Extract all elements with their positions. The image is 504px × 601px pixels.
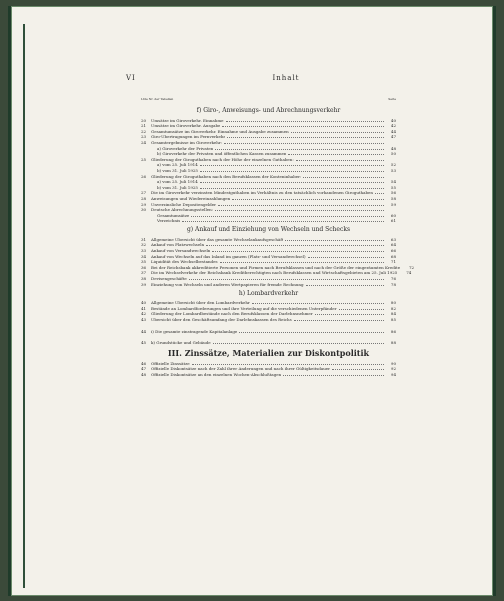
toc-section	[141, 349, 396, 377]
toc-entry	[141, 340, 396, 346]
entry-title: Umsätze im Giroverkehr. Ausgabe	[151, 124, 221, 129]
dot-leader	[294, 320, 384, 321]
dot-leader	[308, 257, 384, 258]
entry-page: 94	[390, 371, 396, 377]
entry-title: b) vom 31. Juli 1925	[157, 168, 198, 173]
entry-number: 36	[141, 264, 147, 270]
entry-title: Liquidität des Wechselbestandes	[151, 260, 218, 265]
toc-section	[141, 226, 415, 287]
entry-page: 55	[390, 184, 396, 190]
entry-title: Offizielle Diskontsätze nach der Zahl ihrer Änderungen und nach ihrer Gültigkeitsdauer	[151, 367, 331, 372]
entry-title: Gesamtergebnisse im Giroverkehr:	[151, 140, 223, 145]
entry-title: Ankauf von Wechseln auf das Inland im ganzen (Platz- und Versandwechsel)	[151, 254, 306, 259]
entry-title: Unverzinsliche Depositengelder	[151, 202, 216, 207]
dot-leader	[200, 165, 384, 166]
dot-leader	[218, 205, 384, 206]
entry-title: a) Giroverkehr der Privaten	[157, 146, 214, 151]
entry-page: 44	[390, 128, 396, 134]
column-header-page: Seite	[388, 97, 396, 101]
entry-number: 21	[141, 123, 147, 129]
entry-title: Umsätze im Giroverkehr. Einnahme	[151, 118, 224, 123]
entry-page: 74	[406, 270, 412, 276]
entry-number: 28	[141, 195, 147, 201]
dot-leader	[283, 375, 384, 376]
entry-number: 43	[141, 317, 147, 322]
entry-title: Verzeichnis	[157, 219, 181, 224]
entry-page: 47	[390, 134, 396, 140]
entry-title: Gesamtumsätze im Giroverkehr. Einnahme und Ausgabe zusammen	[151, 129, 289, 134]
dot-leader	[252, 303, 384, 304]
toc-section	[141, 291, 396, 322]
entry-number: 40	[141, 300, 147, 306]
dot-leader	[222, 126, 384, 127]
entry-number: 27	[141, 190, 147, 196]
dot-leader	[227, 137, 384, 138]
dot-leader	[220, 262, 384, 263]
entry-number: 38	[141, 276, 147, 282]
dot-leader	[200, 182, 384, 183]
entry-page: 66	[390, 248, 396, 254]
column-headers	[141, 98, 396, 104]
toc-section	[141, 322, 396, 334]
entry-title: Giro-Übertragungen im Fernverkehr	[151, 135, 226, 140]
toc-section	[141, 334, 396, 346]
section-heading: h) Lombardverkehr	[238, 289, 299, 297]
entry-title: Gesamtumsätze	[157, 213, 190, 218]
dot-leader	[226, 121, 385, 122]
dot-leader	[315, 314, 384, 315]
toc-entry	[141, 270, 412, 276]
entry-number: 30	[141, 207, 147, 213]
entry-number: 37	[141, 270, 147, 276]
entry-page: 64	[390, 242, 396, 248]
binding-rule	[23, 24, 25, 588]
toc-entry	[141, 281, 396, 287]
section-heading: g) Ankauf und Einziehung von Wechseln und Schecks	[186, 226, 351, 234]
dot-leader	[303, 177, 384, 178]
toc-entry	[141, 218, 396, 224]
dot-leader	[192, 364, 384, 365]
entry-title: Allgemeine Übersicht über den Lombardverkehr	[151, 301, 250, 306]
entry-page: 40	[390, 117, 396, 123]
entry-number: 42	[141, 311, 147, 317]
entry-number: 39	[141, 281, 147, 287]
entry-page: 90	[390, 360, 396, 366]
entry-title: Deutsche Abrechnungsstellen:	[151, 208, 214, 213]
entry-title: Übersicht über den Geschäftsumfang der Darlehnskassen des Reichs	[151, 318, 292, 322]
dot-leader	[288, 154, 384, 155]
entry-page: 48	[390, 145, 396, 151]
entry-page: 88	[390, 340, 396, 346]
entry-page: 53	[390, 167, 396, 173]
entry-number: 25	[141, 156, 147, 162]
entry-number: 47	[141, 366, 147, 372]
entry-page: 85	[390, 317, 396, 322]
dot-leader	[296, 160, 384, 161]
entry-title: Devisengeschäfte	[151, 277, 187, 282]
entry-title: k) Grundstücke und Gebäude	[151, 341, 211, 346]
entry-page: 61	[390, 218, 396, 224]
entry-page: 76	[390, 276, 396, 282]
dot-leader	[200, 188, 384, 189]
entry-title: a) vom 25. Juli 1914	[157, 180, 198, 185]
toc-entry	[141, 371, 396, 377]
dot-leader	[215, 210, 384, 211]
dot-leader	[200, 171, 384, 172]
dot-leader	[375, 193, 384, 194]
entry-title: b) vom 31. Juli 1925	[157, 185, 198, 190]
entry-number: 26	[141, 173, 147, 179]
entry-title: Einziehung von Wechseln und anderen Wertpapieren für fremde Rechnung	[151, 282, 304, 287]
entry-number: 46	[141, 360, 147, 366]
toc-entry	[141, 264, 415, 270]
dot-leader	[332, 369, 384, 370]
dot-leader	[206, 245, 384, 246]
toc-section	[141, 108, 396, 223]
entry-title: Ankauf von Versandwechseln	[151, 249, 211, 254]
entry-title: Offizielle Diskontsätze an den einzelnen Wochen-Abschlußtagen	[151, 372, 282, 377]
entry-title: Gliederung der Lombardbestände nach den Berufsklassen der Darlehnsnehmer	[151, 312, 313, 317]
entry-page: 82	[390, 305, 396, 311]
entry-page: 50	[390, 151, 396, 157]
entry-title: Anweisungen und Wiedereinzahlungen	[151, 196, 231, 201]
entry-title: a) vom 25. Juli 1914	[157, 163, 198, 168]
entry-page: 63	[390, 236, 396, 242]
entry-number: 22	[141, 128, 147, 134]
dot-leader	[285, 240, 384, 241]
entry-title: i) Die gesamte zinstragende Kapitalanlage	[151, 329, 238, 334]
toc-entry	[141, 190, 396, 196]
entry-number: 23	[141, 134, 147, 140]
entry-number: 20	[141, 117, 147, 123]
document-page	[8, 6, 496, 596]
dot-leader	[224, 143, 384, 144]
entry-page: 52	[390, 162, 396, 168]
entry-number: 45	[141, 340, 147, 346]
section-heading: f) Giro-, Anweisungs- und Abrechnungsverkehr	[196, 107, 341, 114]
entry-page: 86	[390, 328, 396, 334]
entry-number: 29	[141, 201, 147, 207]
section-heading: III. Zinssätze, Materialien zur Diskontpolitik	[167, 348, 370, 359]
dot-leader	[213, 343, 384, 344]
dot-leader	[239, 332, 384, 333]
entry-page: 71	[390, 259, 396, 265]
page-number: VI	[126, 74, 136, 82]
entry-title: Die im Wechselverkehr der Reichsbank Kreditberechtigten nach Berufsklassen und Wirtschaftsgebieten am 25. Juli 1925	[151, 271, 398, 276]
entry-page: 78	[390, 281, 396, 287]
entry-page: 68	[390, 253, 396, 259]
page-title: Inhalt	[272, 74, 300, 82]
dot-leader	[339, 309, 384, 310]
entry-number: 32	[141, 242, 147, 248]
entry-number: 35	[141, 259, 147, 265]
entry-page: 56	[390, 190, 396, 196]
entry-title: Bei der Reichsbank akkreditierte Personen und Firmen nach Berufsklassen und nach der Größe der eingeräumten Kredite	[151, 265, 401, 270]
dot-leader	[291, 132, 384, 133]
dot-leader	[212, 251, 384, 252]
entry-number: 31	[141, 236, 147, 242]
column-header-number: Lfde Nr. der Tabellen	[141, 97, 174, 101]
entry-title: Offizielle Zinssätze	[151, 361, 190, 366]
entry-number: 24	[141, 139, 147, 145]
entry-title: Gliederung der Giroguthaben nach der Höhe der einzelnen Guthaben:	[151, 157, 294, 162]
entry-title: Gliederung der Giroguthaben nach den Berufsklassen der Konteninhaber:	[151, 174, 302, 179]
entry-title: b) Giroverkehr der Privaten und öffentlichen Kassen zusammen	[157, 152, 287, 157]
entry-title: Allgemeine Übersicht über das gesamte Wechselankaufsgeschäft	[151, 237, 284, 242]
entry-page: 60	[390, 212, 396, 218]
entry-page: 58	[390, 195, 396, 201]
table-of-contents	[141, 97, 415, 377]
entry-page: 84	[390, 311, 396, 317]
entry-number: 48	[141, 371, 147, 377]
entry-page: 59	[390, 201, 396, 207]
entry-title: Die im Giroverkehr verzinsten Mindestguthaben im Verhältnis zu den tatsächlich vorhandenen Giroguthaben	[151, 191, 373, 196]
dot-leader	[182, 221, 384, 222]
dot-leader	[191, 216, 384, 217]
entry-number: 44	[141, 328, 147, 334]
entry-page: 80	[390, 300, 396, 306]
entry-title: Bestände an Lombardforderungen und ihre Verteilung auf die verschiedenen Unterpfänder	[151, 306, 337, 311]
entry-number: 41	[141, 305, 147, 311]
entry-page: 72	[408, 264, 415, 270]
entry-page: 42	[390, 123, 396, 129]
entry-page: 92	[390, 366, 396, 372]
entry-number: 34	[141, 253, 147, 259]
dot-leader	[215, 149, 384, 150]
entry-page: 54	[390, 179, 396, 185]
dot-leader	[306, 285, 384, 286]
entry-number: 33	[141, 248, 147, 254]
entry-title: Ankauf von Platzwechseln	[151, 243, 205, 248]
dot-leader	[232, 199, 384, 200]
dot-leader	[189, 279, 384, 280]
